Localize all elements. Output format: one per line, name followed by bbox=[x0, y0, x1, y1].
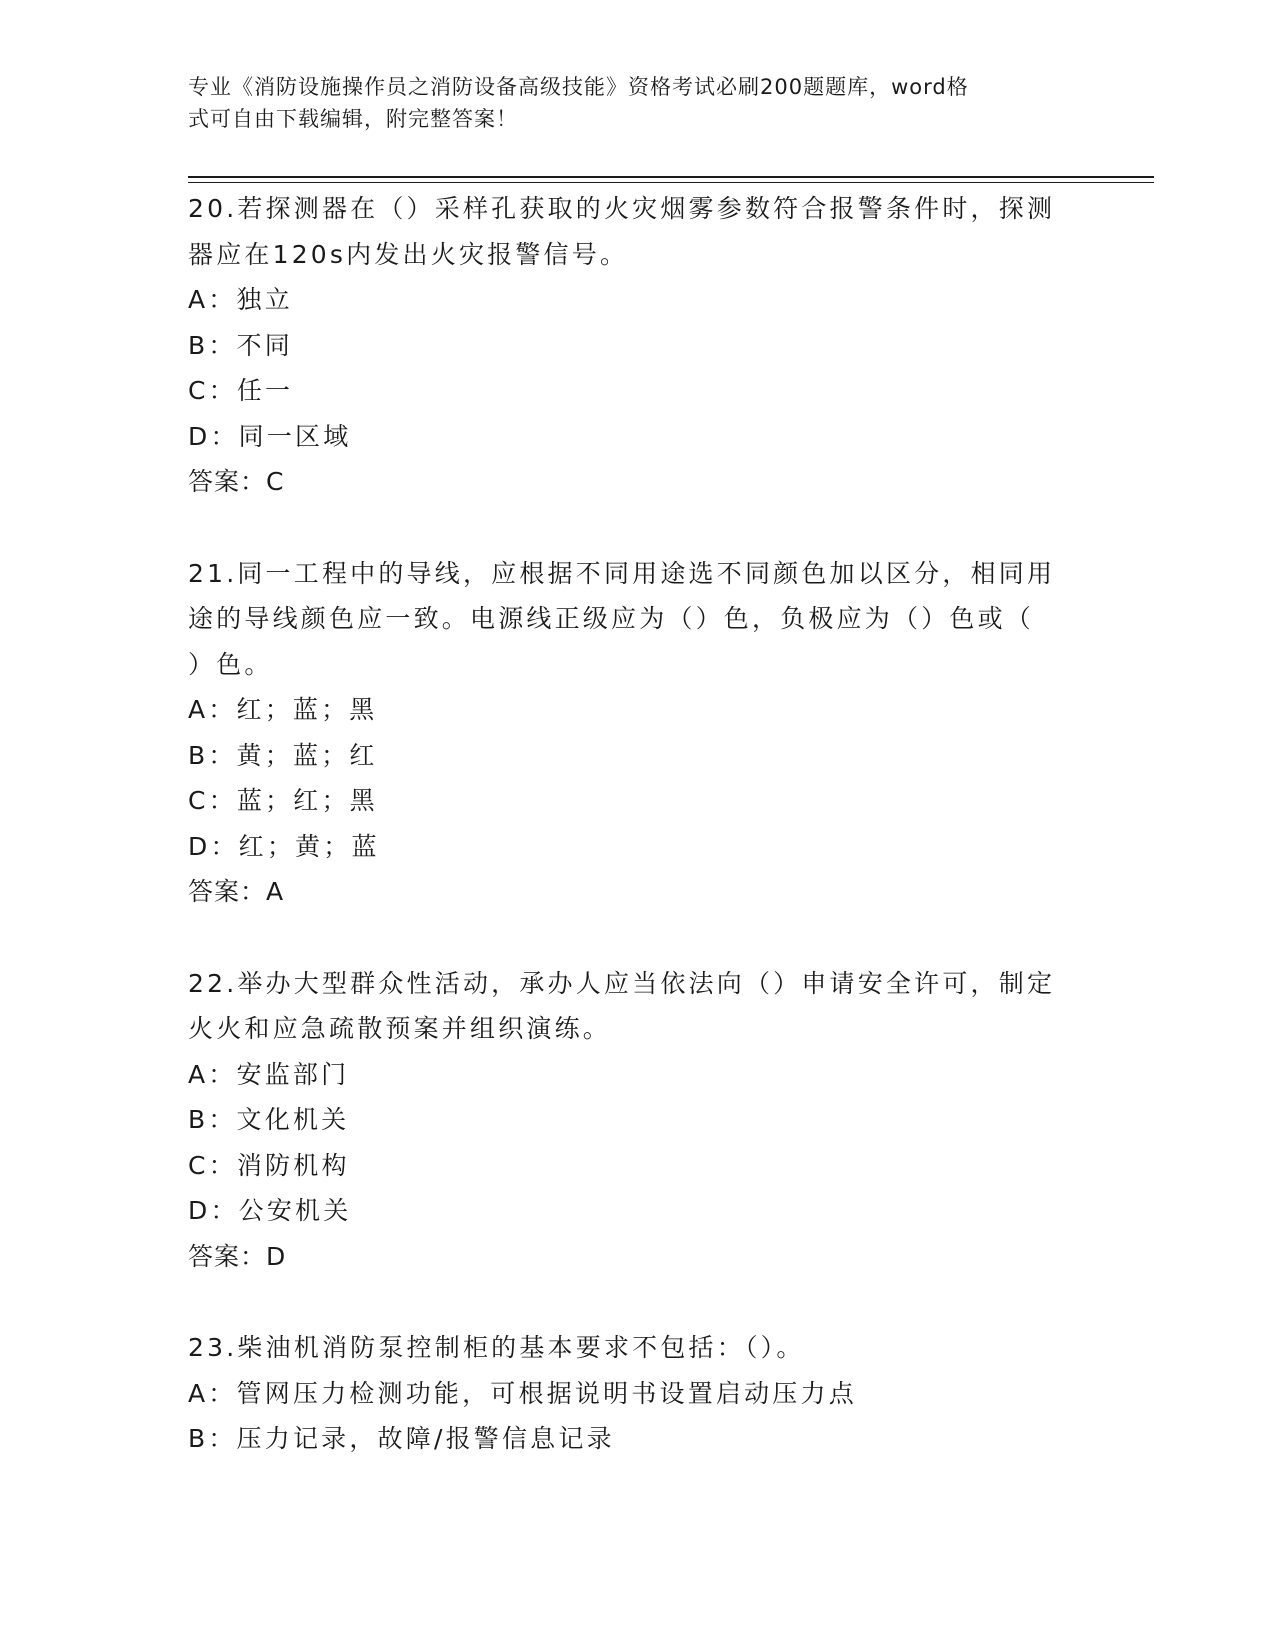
question-stem-line: 21.同一工程中的导线，应根据不同用途选不同颜色加以区分，相同用 bbox=[188, 558, 1056, 588]
header-divider-thick bbox=[188, 176, 1154, 178]
option-d: D：同一区域 bbox=[188, 421, 352, 451]
option-c: C：蓝；红；黑 bbox=[188, 786, 378, 815]
document-header bbox=[188, 71, 1048, 135]
option-b: B：文化机关 bbox=[188, 1105, 350, 1134]
question-stem-line: 途的导线颜色应一致。电源线正级应为（）色，负极应为（）色或（ bbox=[188, 604, 1035, 633]
header-line-2: 式可自由下载编辑，附完整答案！ bbox=[188, 107, 518, 131]
option-b: B：黄；蓝；红 bbox=[188, 740, 378, 770]
option-a: A：安监部门 bbox=[188, 1059, 350, 1089]
answer-label: 答案：C bbox=[188, 467, 285, 496]
option-c: C：消防机构 bbox=[188, 1150, 350, 1180]
option-a: A：管网压力检测功能，可根据说明书设置启动压力点 bbox=[188, 1378, 857, 1408]
question-21 bbox=[188, 551, 1068, 915]
question-stem-line: 火火和应急疏散预案并组织演练。 bbox=[188, 1014, 612, 1043]
answer-label: 答案：A bbox=[188, 877, 285, 906]
question-list bbox=[188, 186, 1068, 1508]
question-stem-line: ）色。 bbox=[188, 649, 273, 679]
header-line-1: 专业《消防设施操作员之消防设备高级技能》资格考试必刷200题题库，word格 bbox=[188, 75, 969, 99]
question-stem-line: 器应在120s内发出火灾报警信号。 bbox=[188, 239, 629, 269]
option-d: D：红；黄；蓝 bbox=[188, 831, 380, 861]
question-stem-line: 23.柴油机消防泵控制柜的基本要求不包括：（）。 bbox=[188, 1333, 805, 1362]
question-22 bbox=[188, 961, 1068, 1280]
question-23 bbox=[188, 1325, 1068, 1462]
header-divider-thin bbox=[188, 182, 1154, 183]
question-stem-line: 20.若探测器在（）采样孔获取的火灾烟雾参数符合报警条件时，探测 bbox=[188, 194, 1056, 223]
answer-label: 答案：D bbox=[188, 1241, 287, 1271]
option-a: A：红；蓝；黑 bbox=[188, 695, 378, 724]
question-20 bbox=[188, 186, 1068, 505]
option-b: B：不同 bbox=[188, 330, 293, 360]
question-stem-line: 22.举办大型群众性活动，承办人应当依法向（）申请安全许可，制定 bbox=[188, 968, 1056, 998]
option-b: B：压力记录，故障/报警信息记录 bbox=[188, 1424, 615, 1453]
option-a: A：独立 bbox=[188, 285, 293, 314]
option-c: C：任一 bbox=[188, 376, 294, 405]
option-d: D：公安机关 bbox=[188, 1196, 352, 1225]
